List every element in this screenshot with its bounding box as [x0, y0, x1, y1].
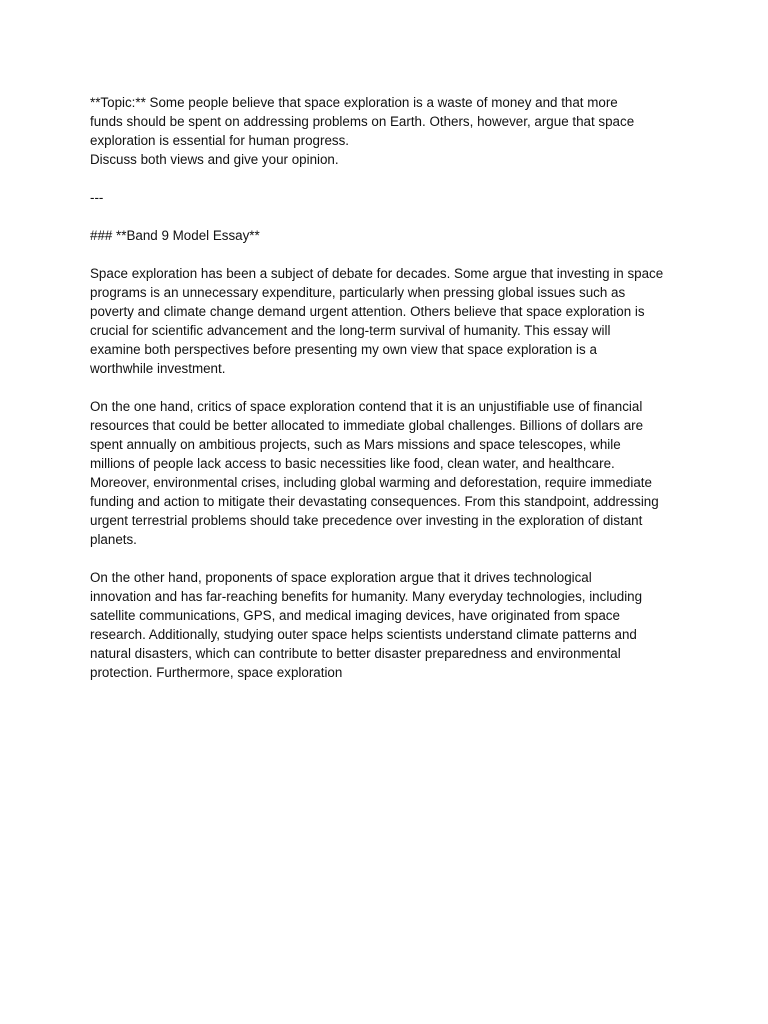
topic-line: Discuss both views and give your opinion. — [90, 152, 339, 167]
blank-line — [90, 378, 690, 397]
paragraph-line: natural disasters, which can contribute to better disaster preparedness and environmental — [90, 646, 621, 661]
paragraph-line: crucial for scientific advancement and the long-term survival of humanity. This essay will — [90, 323, 611, 338]
paragraph-line: satellite communications, GPS, and medical imaging devices, have originated from space — [90, 608, 620, 623]
topic-line: exploration is essential for human progress. — [90, 133, 350, 148]
separator: --- — [90, 190, 104, 205]
paragraph-critics — [90, 397, 690, 549]
paragraph-proponents — [90, 568, 690, 682]
paragraph-line: spent annually on ambitious projects, such as Mars missions and space telescopes, while — [90, 437, 621, 452]
paragraph-line: innovation and has far-reaching benefits for humanity. Many everyday technologies, including — [90, 589, 643, 604]
paragraph-line: urgent terrestrial problems should take precedence over investing in the exploration of distant — [90, 513, 643, 528]
topic-line: **Topic:** Some people believe that space exploration is a waste of money and that more — [90, 95, 618, 110]
paragraph-line: poverty and climate change demand urgent attention. Others believe that space exploration is — [90, 304, 645, 319]
paragraph-introduction — [90, 264, 690, 378]
paragraph-line: resources that could be better allocated to immediate global challenges. Billions of dollars are — [90, 418, 644, 433]
blank-line — [90, 549, 690, 568]
paragraph-line: Space exploration has been a subject of debate for decades. Some argue that investing in space — [90, 266, 664, 281]
paragraph-line: research. Additionally, studying outer space helps scientists understand climate patterns and — [90, 627, 637, 642]
paragraph-line: On the one hand, critics of space exploration contend that it is an unjustifiable use of financial — [90, 399, 643, 414]
paragraph-line: On the other hand, proponents of space exploration argue that it drives technological — [90, 570, 592, 585]
paragraph-line: worthwhile investment. — [90, 361, 226, 376]
blank-line — [90, 207, 690, 226]
paragraph-line: millions of people lack access to basic necessities like food, clean water, and healthcare. — [90, 456, 615, 471]
paragraph-line: programs is an unnecessary expenditure, particularly when pressing global issues such as — [90, 285, 626, 300]
blank-line — [90, 169, 690, 188]
paragraph-line: Moreover, environmental crises, including global warming and deforestation, require immediate — [90, 475, 652, 490]
paragraph-line: examine both perspectives before presenting my own view that space exploration is a — [90, 342, 597, 357]
document-page — [90, 93, 690, 682]
topic-block — [90, 93, 690, 169]
paragraph-line: protection. Furthermore, space exploration — [90, 665, 343, 680]
blank-line — [90, 245, 690, 264]
paragraph-line: funding and action to mitigate their devastating consequences. From this standpoint, addressing — [90, 494, 659, 509]
topic-line: funds should be spent on addressing problems on Earth. Others, however, argue that space — [90, 114, 635, 129]
paragraph-line: planets. — [90, 532, 137, 547]
essay-heading: ### **Band 9 Model Essay** — [90, 228, 260, 243]
